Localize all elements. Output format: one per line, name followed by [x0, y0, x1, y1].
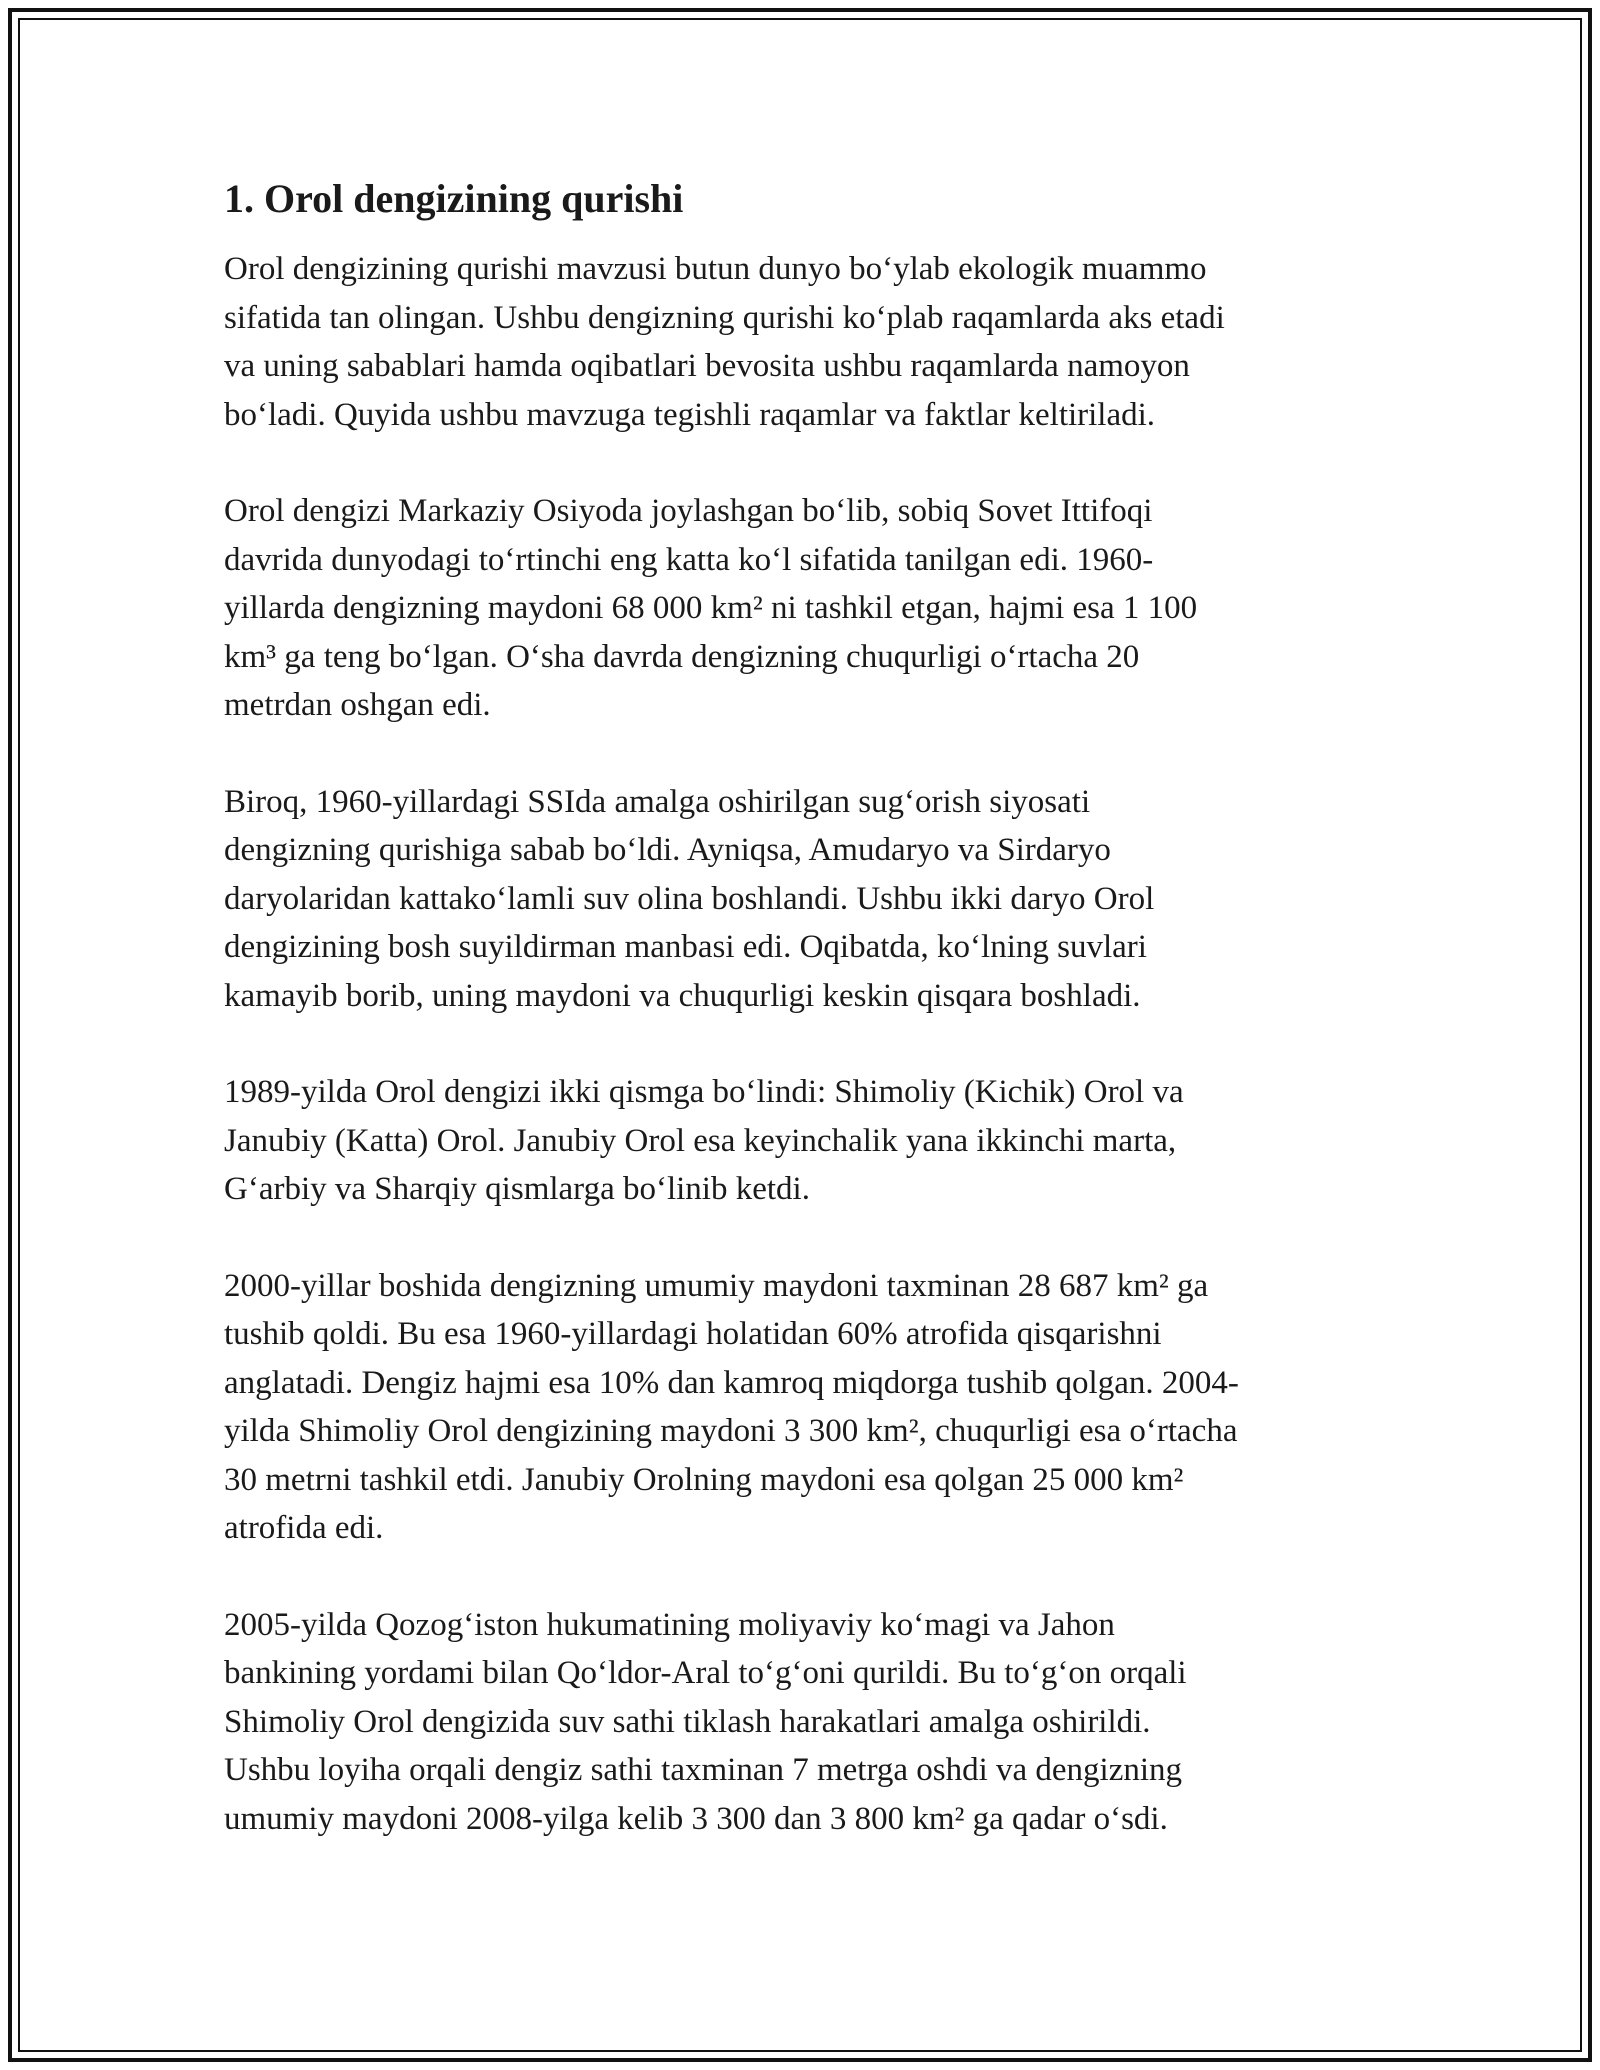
document-title: 1. Orol dengizining qurishi: [224, 176, 684, 221]
text-line: Orol dengizi Markaziy Osiyoda joylashgan bo‘lib, sobiq Sovet Ittifoqi: [224, 493, 1153, 529]
text-line: sifatida tan olingan. Ushbu dengizning qurishi ko‘plab raqamlarda aks etadi: [224, 299, 1225, 336]
text-line: metrdan oshgan edi.: [224, 687, 491, 723]
text-line: bo‘ladi. Quyida ushbu mavzuga tegishli raqamlar va faktlar keltiriladi.: [224, 396, 1156, 433]
text-line: yilda Shimoliy Orol dengizining maydoni 3 300 km², chuqurligi esa o‘rtacha: [224, 1413, 1238, 1449]
text-line: Biroq, 1960-yillardagi SSIda amalga oshirilgan sug‘orish siyosati: [224, 783, 1091, 820]
paragraph: [224, 778, 1374, 1021]
text-line: 2000-yillar boshida dengizning umumiy maydoni taxminan 28 687 km² ga: [224, 1267, 1209, 1304]
paragraph: [224, 245, 1374, 439]
text-line: Shimoliy Orol dengizida suv sathi tiklash harakatlari amalga oshirildi.: [224, 1703, 1151, 1740]
text-line: Ushbu loyiha orqali dengiz sathi taxminan 7 metrga oshdi va dengizning: [224, 1752, 1183, 1788]
text-line: umumiy maydoni 2008-yilga kelib 3 300 dan 3 800 km² ga qadar o‘sdi.: [224, 1800, 1168, 1837]
text-line: dengizning qurishiga sabab bo‘ldi. Ayniqsa, Amudaryo va Sirdaryo: [224, 832, 1111, 868]
text-line: G‘arbiy va Sharqiy qismlarga bo‘linib ketdi.: [224, 1171, 810, 1207]
text-line: va uning sabablari hamda oqibatlari bevosita ushbu raqamlarda namoyon: [224, 348, 1190, 384]
text-line: km³ ga teng bo‘lgan. O‘sha davrda dengizning chuqurligi o‘rtacha 20: [224, 638, 1140, 675]
text-line: 2005-yilda Qozog‘iston hukumatining moliyaviy ko‘magi va Jahon: [224, 1606, 1115, 1643]
paragraph-list: [224, 245, 1374, 1843]
text-line: tushib qoldi. Bu esa 1960-yillardagi holatidan 60% atrofida qisqarishni: [224, 1316, 1162, 1352]
document-body: [224, 175, 1374, 1843]
text-line: daryolaridan kattako‘lamli suv olina boshlandi. Ushbu ikki daryo Orol: [224, 880, 1155, 917]
text-line: Orol dengizining qurishi mavzusi butun dunyo bo‘ylab ekologik muammo: [224, 251, 1207, 287]
paragraph: [224, 1262, 1374, 1553]
paragraph: [224, 487, 1374, 730]
text-line: bankining yordami bilan Qo‘ldor-Aral to‘g‘oni qurildi. Bu to‘g‘on orqali: [224, 1655, 1187, 1691]
text-line: dengizining bosh suyildirman manbasi edi. Oqibatda, ko‘lning suvlari: [224, 929, 1147, 965]
text-line: 30 metrni tashkil etdi. Janubiy Orolning maydoni esa qolgan 25 000 km²: [224, 1461, 1184, 1498]
text-line: davrida dunyodagi to‘rtinchi eng katta ko‘l sifatida tanilgan edi. 1960-: [224, 541, 1154, 578]
text-line: kamayib borib, uning maydoni va chuqurligi keskin qisqara boshladi.: [224, 977, 1141, 1014]
text-line: yillarda dengizning maydoni 68 000 km² ni tashkil etgan, hajmi esa 1 100: [224, 590, 1198, 626]
paragraph: [224, 1601, 1374, 1844]
text-line: 1989-yilda Orol dengizi ikki qismga bo‘lindi: Shimoliy (Kichik) Orol va: [224, 1074, 1184, 1110]
text-line: anglatadi. Dengiz hajmi esa 10% dan kamroq miqdorga tushib qolgan. 2004-: [224, 1364, 1239, 1401]
paragraph: [224, 1068, 1374, 1214]
text-line: Janubiy (Katta) Orol. Janubiy Orol esa keyinchalik yana ikkinchi marta,: [224, 1122, 1177, 1159]
text-line: atrofida edi.: [224, 1510, 384, 1546]
